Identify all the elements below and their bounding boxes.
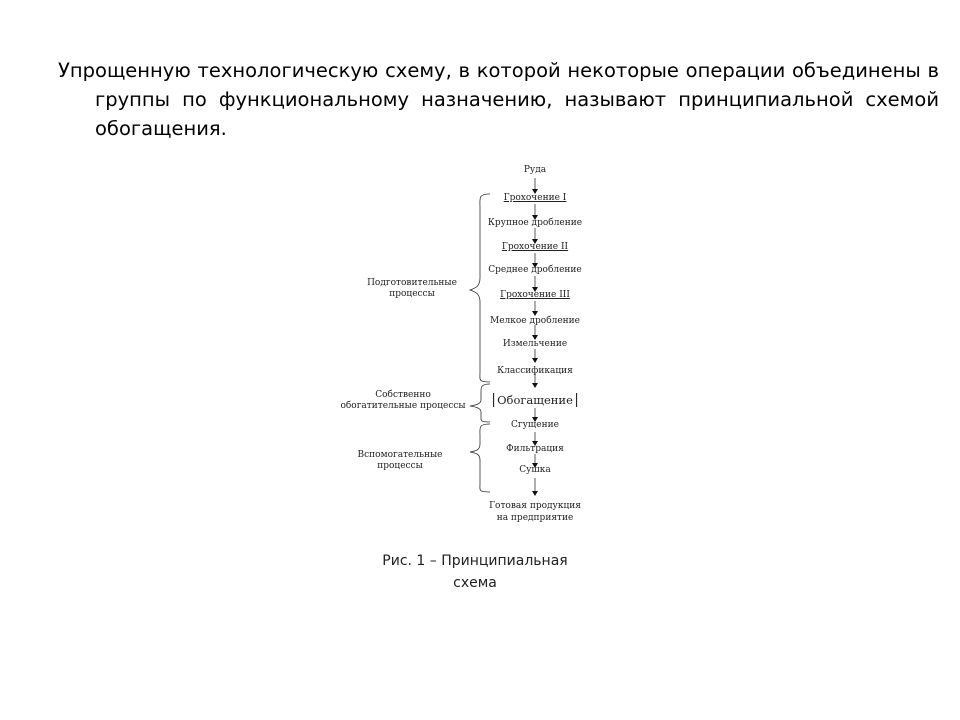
node-grinding: Измельчение	[502, 339, 568, 349]
node-thickening: Сгущение	[511, 420, 559, 430]
brace-enrichment	[470, 384, 490, 422]
caption-line1: Рис. 1 – Принципиальная	[382, 553, 568, 569]
node-drying: Сушка	[519, 465, 551, 475]
node-final-product-dest: на предприятие	[496, 513, 574, 523]
node-final-product: Готовая продукция	[489, 501, 581, 511]
node-enrichment: Обогащение	[493, 393, 577, 407]
group-enrichment-label	[340, 390, 465, 412]
node-screening-2: Грохочение II	[501, 242, 569, 252]
group-preparatory-label	[367, 278, 457, 300]
intro-paragraph: Упрощенную технологическую схему, в которой некоторые операции объединены в группы по функциональному назначению, называют принципиальной схемой обогащения.	[58, 59, 939, 140]
node-classification: Классификация	[497, 366, 573, 376]
arrow-8	[532, 358, 538, 363]
group-enrichment-line2: обогатительные процессы	[340, 401, 466, 411]
node-screening-3: Грохочение III	[500, 290, 570, 300]
node-fine-crushing: Мелкое дробление	[490, 316, 580, 326]
node-filtration: Фильтрация	[506, 444, 564, 454]
arrow-9	[532, 383, 538, 388]
node-ore: Руда	[523, 165, 547, 175]
flow-diagram	[340, 160, 600, 530]
group-preparatory-line1: Подготовительные	[367, 278, 457, 288]
figure-caption	[350, 550, 600, 594]
brace-auxiliary	[470, 424, 490, 492]
node-medium-crushing: Среднее дробление	[488, 265, 582, 275]
group-auxiliary-label	[358, 450, 443, 472]
group-preparatory-line2: процессы	[389, 289, 435, 299]
group-enrichment-line1: Собственно	[375, 390, 431, 400]
group-auxiliary-line2: процессы	[377, 461, 423, 471]
node-coarse-crushing: Крупное дробление	[487, 218, 583, 228]
caption-line2: схема	[453, 575, 497, 591]
node-screening-1: Грохочение I	[503, 193, 567, 203]
group-auxiliary-line1: Вспомогательные	[357, 450, 443, 460]
arrow-13	[532, 491, 538, 496]
